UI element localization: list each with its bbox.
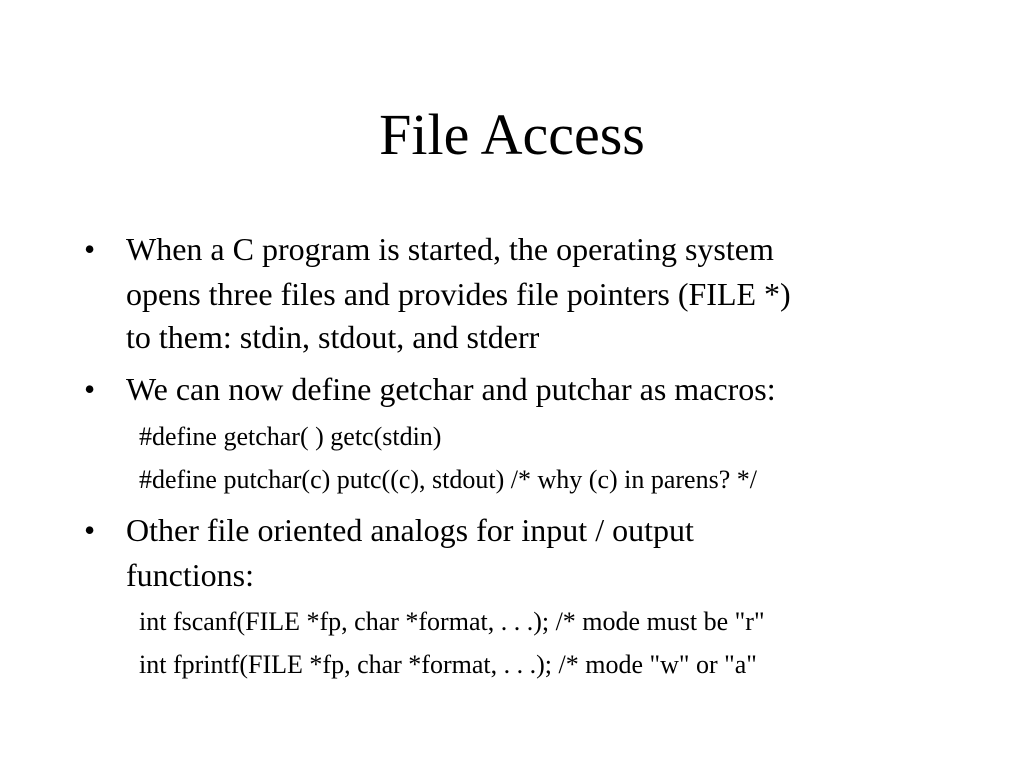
bullet-3-line-1: Other file oriented analogs for input / output — [126, 512, 694, 548]
bullet-1-line-2: opens three files and provides file pointers (FILE *) — [126, 276, 791, 312]
bullet-marker: • — [84, 512, 96, 548]
bullet-2-sub-2: #define putchar(c) putc((c), stdout) /* why (c) in parens? */ — [139, 465, 757, 494]
bullet-3-line-2: functions: — [126, 557, 254, 593]
bullet-marker: • — [84, 371, 96, 407]
bullet-1-line-3: to them: stdin, stdout, and stderr — [126, 319, 540, 355]
bullet-3-sub-2: int fprintf(FILE *fp, char *format, . . .); /* mode "w" or "a" — [139, 650, 757, 679]
slide-title: File Access — [379, 102, 645, 167]
bullet-3-sub-1: int fscanf(FILE *fp, char *format, . . .); /* mode must be "r" — [139, 607, 765, 636]
bullet-2-line-1: We can now define getchar and putchar as macros: — [126, 371, 776, 407]
bullet-2-sub-1: #define getchar( ) getc(stdin) — [139, 422, 442, 451]
bullet-marker: • — [84, 231, 96, 267]
bullet-1-line-1: When a C program is started, the operating system — [126, 231, 774, 267]
